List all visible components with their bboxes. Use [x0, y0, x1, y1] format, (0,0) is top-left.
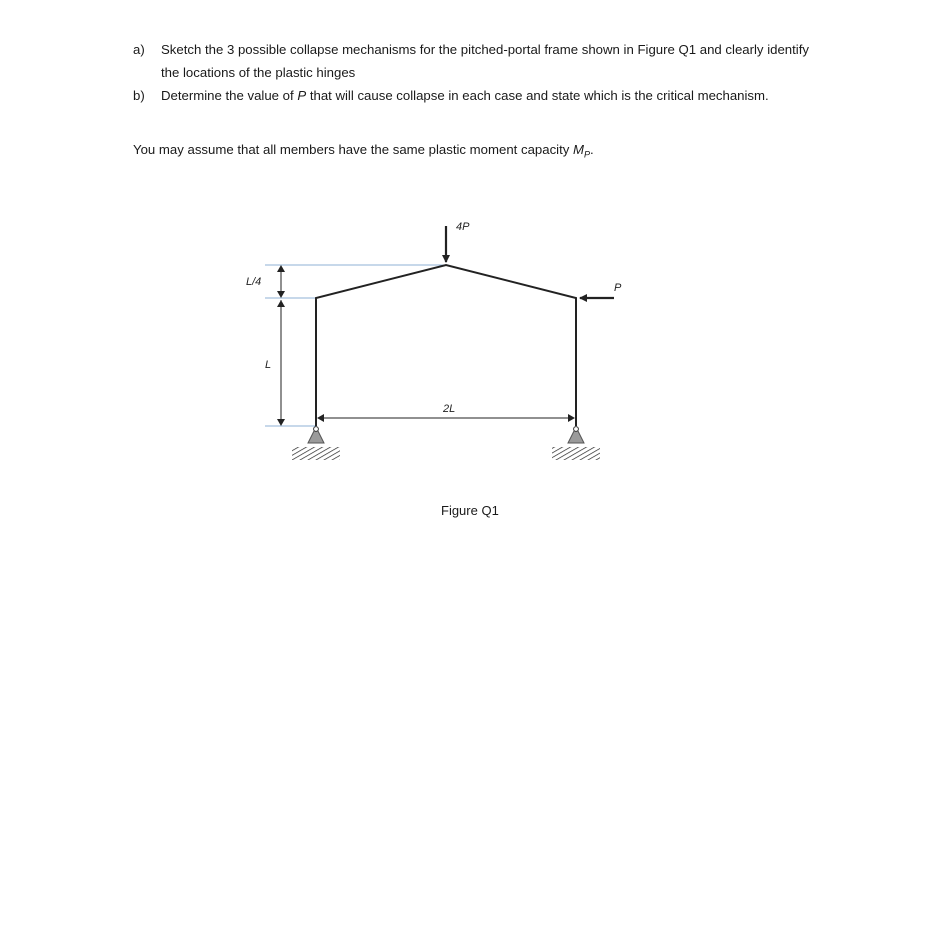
figure-caption: Figure Q1: [441, 503, 499, 518]
span-dim-arrow-right: [568, 414, 575, 422]
part-b-text-after: that will cause collapse in each case and state which is the critical mechanism.: [306, 88, 769, 103]
note-symbol: M: [573, 142, 585, 157]
part-b-text-before: Determine the value of: [161, 88, 298, 103]
note-subscript: P: [584, 149, 591, 160]
side-load-label: P: [614, 282, 622, 294]
part-b-marker: b): [133, 88, 145, 103]
rise-dim-arrow-top: [277, 265, 285, 272]
span-dimension-label: 2L: [443, 403, 456, 415]
rise-dim-arrow-bottom: [277, 291, 285, 298]
apex-load-label: 4P: [456, 221, 470, 233]
height-dim-arrow-top: [277, 300, 285, 307]
height-dim-arrow-bottom: [277, 419, 285, 426]
note-text: You may assume that all members have the same plastic moment capacity: [133, 142, 574, 157]
part-b-variable-p: P: [297, 88, 307, 103]
note-period: .: [590, 142, 594, 157]
left-pin-support: [292, 427, 340, 460]
part-a-text: Sketch the 3 possible collapse mechanisms for the pitched-portal frame shown in Figure Q1 and clearly identify the locations of the plastic hinges: [161, 42, 809, 80]
height-dimension-label: L: [265, 359, 272, 371]
portal-frame: [316, 265, 576, 426]
rise-dimension-label: L/4: [246, 276, 262, 288]
right-pin-support: [552, 427, 600, 460]
part-a-marker: a): [133, 42, 145, 57]
span-dim-arrow-left: [317, 414, 324, 422]
